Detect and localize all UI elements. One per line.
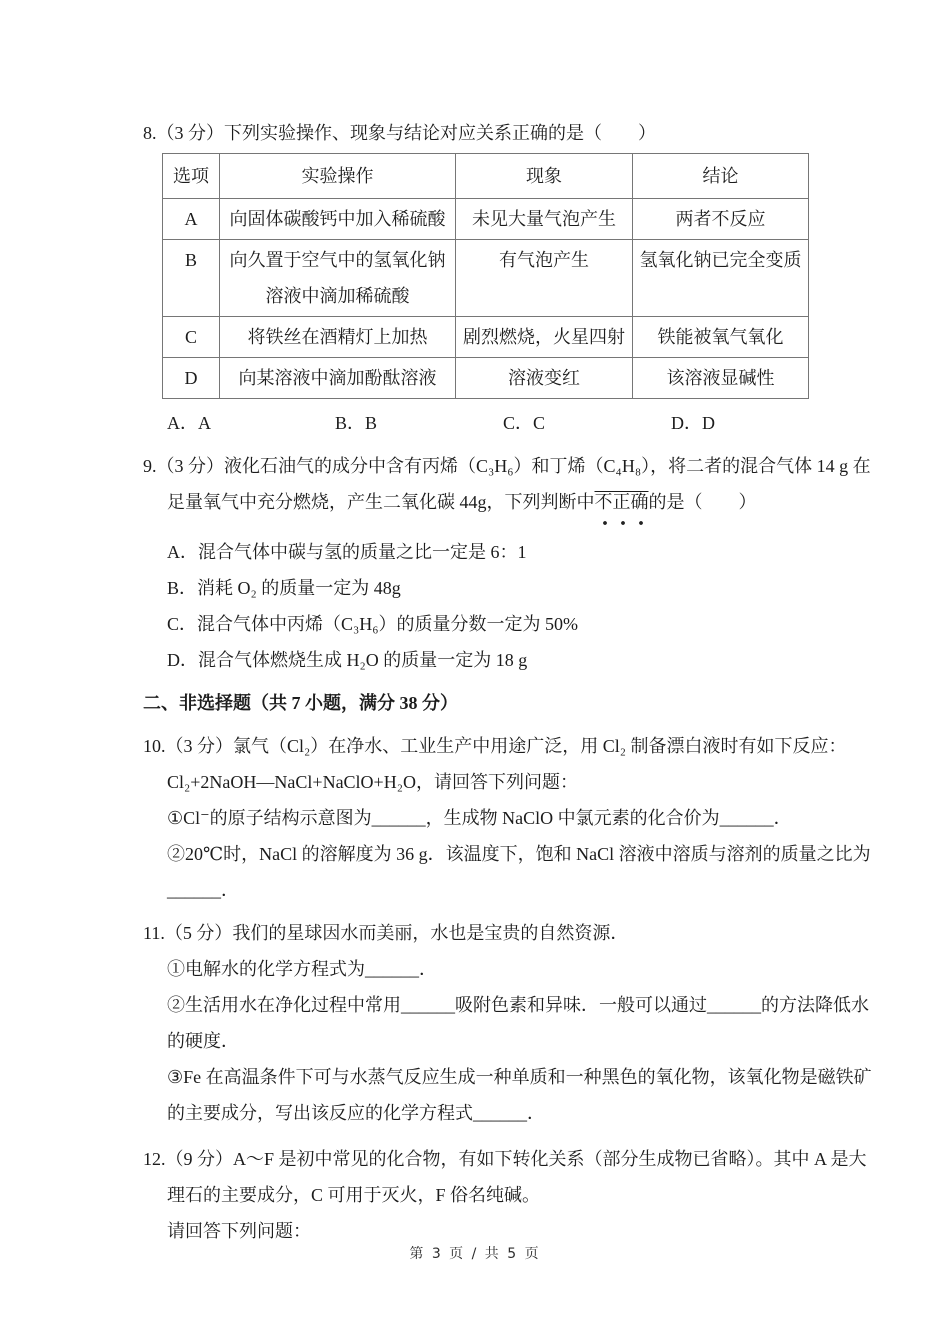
q8-table-row-b <box>163 240 809 317</box>
page-content <box>143 115 881 1249</box>
question-12-number: 12. <box>143 1149 166 1169</box>
q8-header-option: 选项 <box>163 154 220 199</box>
q8-row-a-conclusion: 两者不反应 <box>633 199 809 240</box>
q8-row-b-conclusion: 氢氧化钠已完全变质 <box>633 240 809 317</box>
q8-choice-c: C．C <box>503 413 546 433</box>
q8-experiment-table <box>162 153 809 399</box>
q8-row-b-label: B <box>163 240 220 317</box>
q8-row-d-operation: 向某溶液中滴加酚酞溶液 <box>220 358 456 399</box>
q8-table-row-a <box>163 199 809 240</box>
question-9-text: （3 分）液化石油气的成分中含有丙烯（C₃H₆）和丁烯（C₄H₈），将二者的混合气体 14 g 在足量氧气中充分燃烧，产生二氧化碳 44g，下列判断中 <box>156 456 871 512</box>
question-11-text: （5 分）我们的星球因水而美丽，水也是宝贵的自然资源． <box>164 923 629 943</box>
q8-row-b-operation: 向久置于空气中的氢氧化钠溶液中滴加稀硫酸 <box>220 240 456 317</box>
q11-sub-question-2: ②生活用水在净化过程中常用______吸附色素和异味．一般可以通过______的方法降低水的硬度． <box>167 995 869 1051</box>
q8-row-c-conclusion: 铁能被氧气氧化 <box>633 317 809 358</box>
section-2-title: 二、非选择题（共 7 小题，满分 38 分） <box>143 693 458 713</box>
q8-choices-row <box>167 405 881 441</box>
question-8-stem <box>143 115 881 151</box>
q8-header-operation: 实验操作 <box>220 154 456 199</box>
question-12-stem <box>143 1141 881 1213</box>
question-11-number: 11. <box>143 923 165 943</box>
q9-options <box>167 534 881 678</box>
question-10-stem <box>143 728 881 764</box>
question-9-stem <box>143 448 881 526</box>
question-9-text-end: 的是（ ） <box>648 492 757 512</box>
q8-choice-b: B．B <box>335 413 378 433</box>
q11-sub-question-3: ③Fe 在高温条件下可与水蒸气反应生成一种单质和一种黑色的氧化物，该氧化物是磁铁矿的主要成分，写出该反应的化学方程式______． <box>167 1067 872 1123</box>
q8-row-c-operation: 将铁丝在酒精灯上加热 <box>220 317 456 358</box>
q8-row-d-label: D <box>163 358 220 399</box>
question-10-number: 10. <box>143 736 166 756</box>
q9-emphasized-text: 不正确 <box>595 484 649 526</box>
question-8-text: （3 分）下列实验操作、现象与结论对应关系正确的是（ ） <box>156 123 656 143</box>
q9-option-c: C．混合气体中丙烯（C₃H₆）的质量分数一定为 50% <box>167 614 579 634</box>
q8-choice-d: D．D <box>671 413 715 433</box>
question-8-number: 8. <box>143 123 157 143</box>
q8-table-row-c <box>163 317 809 358</box>
q8-row-a-phenomenon: 未见大量气泡产生 <box>456 199 633 240</box>
q10-chemical-equation: Cl₂+2NaOH—NaCl+NaClO+H₂O，请回答下列问题： <box>167 772 578 792</box>
q9-option-a: A．混合气体中碳与氢的质量之比一定是 6：1 <box>167 542 527 562</box>
page-footer: 第 3 页 / 共 5 页 <box>409 1246 541 1262</box>
q11-sub-question-1: ①电解水的化学方程式为______． <box>167 959 437 979</box>
q8-row-b-phenomenon: 有气泡产生 <box>456 240 633 317</box>
q8-header-phenomenon: 现象 <box>456 154 633 199</box>
q9-option-d: D．混合气体燃烧生成 H₂O 的质量一定为 18 g <box>167 650 528 670</box>
q8-row-c-label: C <box>163 317 220 358</box>
q8-row-a-label: A <box>163 199 220 240</box>
question-12-text: （9 分）A～F 是初中常见的化合物，有如下转化关系（部分生成物已省略）。其中 A 是大理石的主要成分，C 可用于灭火，F 俗名纯碱。 <box>165 1149 867 1205</box>
q8-table-header-row <box>163 154 809 199</box>
question-11-stem <box>143 915 881 951</box>
q10-sub-question-1: ①Cl⁻的原子结构示意图为______，生成物 NaClO 中氯元素的化合价为______． <box>167 808 792 828</box>
q8-choice-a: A．A <box>167 413 211 433</box>
question-9-number: 9. <box>143 456 157 476</box>
q12-prompt: 请回答下列问题： <box>167 1221 311 1241</box>
q9-option-b: B．消耗 O₂ 的质量一定为 48g <box>167 578 401 598</box>
q10-sub-question-2: ②20℃时，NaCl 的溶解度为 36 g．该温度下，饱和 NaCl 溶液中溶质与溶剂的质量之比为______． <box>167 844 871 900</box>
q8-row-c-phenomenon: 剧烈燃烧，火星四射 <box>456 317 633 358</box>
q8-table-row-d <box>163 358 809 399</box>
question-10-text: （3 分）氯气（Cl₂）在净水、工业生产中用途广泛，用 Cl₂ 制备漂白液时有如下反应： <box>165 736 847 756</box>
q8-row-a-operation: 向固体碳酸钙中加入稀硫酸 <box>220 199 456 240</box>
q8-row-d-conclusion: 该溶液显碱性 <box>633 358 809 399</box>
q8-header-conclusion: 结论 <box>633 154 809 199</box>
q8-row-d-phenomenon: 溶液变红 <box>456 358 633 399</box>
